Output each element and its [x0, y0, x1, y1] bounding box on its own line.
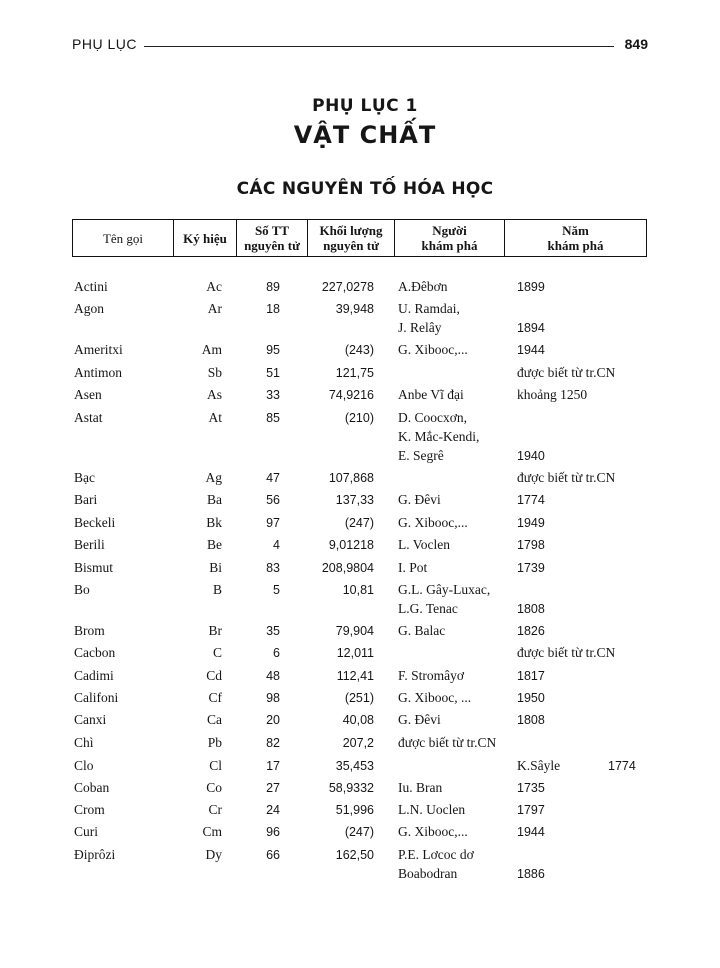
cell-name: Crom — [74, 802, 105, 817]
cell-mass: 162,50 — [335, 848, 374, 862]
cell-discoverer: D. Coocxơn, — [398, 410, 468, 425]
cell-number: 48 — [266, 669, 280, 683]
cell-year: 1797 — [517, 803, 545, 817]
cell-year: được biết từ tr.CN — [517, 470, 616, 485]
cell-symbol: Cr — [208, 802, 222, 817]
cell-discoverer: K. Mắc-Kendi, — [398, 429, 480, 444]
cell-year: được biết từ tr.CN — [517, 645, 616, 660]
cell-year: 1808 — [517, 602, 545, 616]
table-row — [0, 490, 720, 512]
running-head-title: PHỤ LỤC — [72, 36, 137, 52]
cell-name: Agon — [74, 301, 104, 316]
header-atomic-number-line1: Số TT — [254, 223, 290, 238]
cell-name: Actini — [74, 279, 108, 294]
cell-number: 27 — [266, 781, 280, 795]
cell-symbol: Ba — [207, 492, 222, 507]
cell-mass: 112,41 — [336, 669, 374, 683]
cell-symbol: Bi — [209, 560, 222, 575]
cell-year: 1950 — [517, 691, 545, 705]
cell-name: Coban — [74, 780, 110, 795]
cell-name: Chì — [74, 735, 94, 750]
section-title: CÁC NGUYÊN TỐ HÓA HỌC — [236, 179, 494, 199]
cell-number: 33 — [266, 388, 280, 402]
table-row — [0, 468, 720, 490]
cell-symbol: Ca — [207, 712, 222, 727]
cell-year: 1899 — [517, 280, 545, 294]
cell-discoverer: L. Voclen — [398, 537, 450, 552]
cell-discoverer: Boabodran — [398, 866, 458, 881]
table-row — [0, 822, 720, 844]
cell-mass: (243) — [344, 343, 374, 357]
cell-name: Asen — [74, 387, 102, 402]
cell-year: 1886 — [517, 867, 545, 881]
cell-year: 1739 — [517, 561, 545, 575]
table-row — [0, 778, 720, 800]
cell-number: 97 — [266, 516, 280, 530]
cell-mass: 9,01218 — [328, 538, 374, 552]
table-row — [0, 666, 720, 688]
cell-discoverer: G. Xibooc, ... — [398, 690, 472, 705]
cell-mass: 12,011 — [336, 646, 374, 660]
cell-number: 83 — [266, 561, 280, 575]
table-row — [0, 621, 720, 643]
cell-extra: 1774 — [608, 759, 636, 773]
cell-symbol: Am — [201, 342, 222, 357]
cell-number: 95 — [266, 343, 280, 357]
cell-symbol: Co — [206, 780, 222, 795]
cell-number: 18 — [266, 302, 280, 316]
cell-name: Canxi — [74, 712, 107, 727]
cell-discoverer: G. Xibooc,... — [398, 824, 468, 839]
cell-year: 1894 — [517, 321, 545, 335]
table-row — [0, 277, 720, 299]
cell-year: 1817 — [517, 669, 545, 683]
cell-discoverer: G. Đêvi — [398, 492, 441, 507]
header-year-line2: khám phá — [547, 238, 604, 253]
cell-symbol: Cd — [206, 668, 222, 683]
cell-name: Antimon — [74, 365, 123, 380]
table-row — [0, 599, 720, 621]
cell-discoverer: U. Ramdai, — [398, 301, 460, 316]
cell-symbol: B — [212, 582, 222, 597]
cell-symbol: Ar — [207, 301, 222, 316]
cell-year: 1940 — [517, 449, 545, 463]
cell-symbol: Cm — [202, 824, 222, 839]
cell-name: Cadimi — [74, 668, 114, 683]
cell-year: 1774 — [517, 493, 545, 507]
cell-symbol: Cf — [208, 690, 222, 705]
cell-symbol: Bk — [206, 515, 222, 530]
table-row — [0, 864, 720, 886]
cell-name: Brom — [74, 623, 105, 638]
cell-number: 17 — [266, 759, 280, 773]
cell-mass: 35,453 — [335, 759, 374, 773]
cell-name: Cacbon — [74, 645, 116, 660]
cell-number: 82 — [266, 736, 280, 750]
cell-symbol: Ac — [206, 279, 222, 294]
cell-name: Califoni — [74, 690, 119, 705]
cell-number: 85 — [266, 411, 280, 425]
cell-mass: 208,9804 — [321, 561, 374, 575]
cell-symbol: Pb — [207, 735, 222, 750]
appendix-label: PHỤ LỤC 1 — [312, 96, 418, 116]
cell-symbol: Br — [208, 623, 222, 638]
table-row — [0, 363, 720, 385]
cell-discoverer: J. Relây — [398, 320, 442, 335]
cell-discoverer: Iu. Bran — [398, 780, 443, 795]
cell-mass: 39,948 — [335, 302, 374, 316]
cell-discoverer: L.N. Uoclen — [398, 802, 466, 817]
table-row — [0, 643, 720, 665]
cell-number: 96 — [266, 825, 280, 839]
cell-symbol: Ag — [205, 470, 222, 485]
cell-number: 66 — [266, 848, 280, 862]
table-row — [0, 385, 720, 407]
cell-name: Bạc — [74, 470, 95, 485]
cell-mass: 107,868 — [328, 471, 374, 485]
cell-number: 89 — [266, 280, 280, 294]
cell-number: 51 — [266, 366, 280, 380]
cell-number: 56 — [266, 493, 280, 507]
table-row — [0, 688, 720, 710]
cell-year: 1949 — [517, 516, 545, 530]
cell-year: K.Sâyle — [517, 758, 561, 773]
table-row — [0, 446, 720, 468]
cell-mass: 74,9216 — [328, 388, 374, 402]
cell-name: Berili — [74, 537, 105, 552]
cell-name: Bismut — [74, 560, 114, 575]
cell-discoverer: E. Segrê — [398, 448, 444, 463]
cell-mass: 137,33 — [335, 493, 374, 507]
cell-number: 5 — [273, 583, 280, 597]
cell-discoverer: G.L. Gây-Luxac, — [398, 582, 491, 597]
cell-name: Clo — [74, 758, 94, 773]
cell-discoverer: F. Stromâyơ — [398, 668, 465, 683]
cell-year: được biết từ tr.CN — [517, 365, 616, 380]
cell-name: Astat — [74, 410, 103, 425]
header-discoverer-line2: khám phá — [421, 238, 478, 253]
cell-discoverer: Anbe Vĩ đại — [398, 387, 464, 402]
table-row — [0, 710, 720, 732]
cell-discoverer: G. Xibooc,... — [398, 515, 468, 530]
header-name-label: Tên gọi — [102, 230, 144, 246]
cell-discoverer: được biết từ tr.CN — [398, 735, 497, 750]
cell-number: 20 — [266, 713, 280, 727]
cell-mass: (247) — [344, 516, 374, 530]
cell-year: khoảng 1250 — [517, 387, 588, 402]
cell-mass: 51,996 — [335, 803, 374, 817]
cell-discoverer: P.E. Lơcoc dơ — [398, 847, 474, 862]
cell-mass: (247) — [344, 825, 374, 839]
table-row — [0, 800, 720, 822]
cell-name: Bari — [74, 492, 98, 507]
cell-mass: 58,9332 — [328, 781, 374, 795]
header-atomic-mass-line2: nguyên tử — [323, 238, 379, 253]
cell-symbol: At — [208, 410, 222, 425]
cell-name: Bo — [74, 582, 90, 597]
table-row — [0, 756, 720, 778]
cell-number: 47 — [266, 471, 280, 485]
cell-discoverer: G. Đêvi — [398, 712, 441, 727]
cell-number: 6 — [273, 646, 280, 660]
cell-discoverer: G. Xibooc,... — [398, 342, 468, 357]
appendix-title: VẬT CHẤT — [293, 121, 437, 149]
cell-discoverer: G. Balac — [398, 623, 446, 638]
cell-mass: 207,2 — [342, 736, 374, 750]
cell-year: 1798 — [517, 538, 545, 552]
cell-year: 1944 — [517, 343, 545, 357]
cell-symbol: As — [206, 387, 222, 402]
cell-discoverer: A.Đêbơn — [398, 279, 448, 294]
cell-number: 98 — [266, 691, 280, 705]
table-row — [0, 535, 720, 557]
cell-symbol: Be — [207, 537, 222, 552]
cell-year: 1944 — [517, 825, 545, 839]
table-row — [0, 318, 720, 340]
header-year-line1: Năm — [562, 223, 589, 238]
cell-discoverer: L.G. Tenac — [398, 601, 458, 616]
table-row — [0, 558, 720, 580]
table-row — [0, 513, 720, 535]
cell-mass: 10,81 — [342, 583, 374, 597]
cell-symbol: C — [212, 645, 222, 660]
cell-year: 1826 — [517, 624, 545, 638]
cell-mass: 121,75 — [335, 366, 374, 380]
header-symbol-label: Ký hiệu — [183, 230, 227, 246]
cell-mass: (210) — [344, 411, 374, 425]
header-atomic-mass-line1: Khối lượng — [319, 223, 383, 238]
table-row — [0, 340, 720, 362]
cell-symbol: Sb — [207, 365, 222, 380]
header-atomic-number-line2: nguyên tử — [244, 238, 300, 253]
cell-symbol: Dy — [205, 847, 222, 862]
cell-name: Beckeli — [74, 515, 116, 530]
cell-symbol: Cl — [209, 758, 222, 773]
cell-mass: 227,0278 — [321, 280, 374, 294]
cell-name: Curi — [74, 824, 99, 839]
cell-name: Điprôzi — [74, 847, 116, 862]
cell-year: 1808 — [517, 713, 545, 727]
table-row — [0, 733, 720, 755]
cell-number: 24 — [266, 803, 280, 817]
cell-mass: 79,904 — [335, 624, 374, 638]
cell-year: 1735 — [517, 781, 545, 795]
cell-discoverer: I. Pot — [398, 560, 428, 575]
cell-name: Ameritxi — [74, 342, 123, 357]
cell-number: 4 — [273, 538, 280, 552]
cell-mass: 40,08 — [342, 713, 374, 727]
cell-mass: (251) — [344, 691, 374, 705]
cell-number: 35 — [266, 624, 280, 638]
header-discoverer-line1: Người — [432, 223, 467, 238]
page-number: 849 — [624, 36, 648, 52]
